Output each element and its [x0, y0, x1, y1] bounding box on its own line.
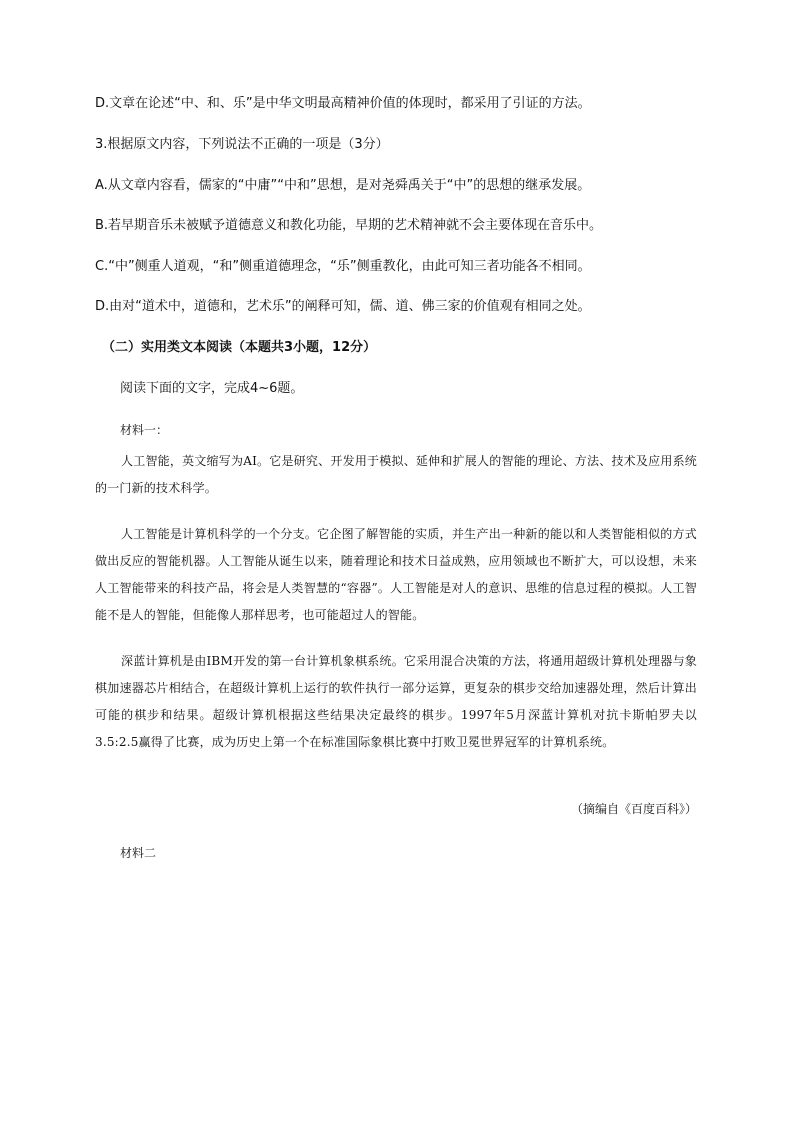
option-a: A.从文章内容看，儒家的“中庸”“中和”思想，是对尧舜禹关于“中”的思想的继承发展。: [95, 178, 591, 193]
question-3: 3.根据原文内容，下列说法不正确的一项是（3分）: [95, 137, 389, 152]
option-d: D.由对“道术中，道德和，艺术乐”的阐释可知，儒、道、佛三家的价值观有相同之处。: [95, 299, 591, 314]
instruction-text: 阅读下面的文字，完成4~6题。: [120, 381, 304, 396]
paragraph-deep-blue: 深蓝计算机是由IBM开发的第一台计算机象棋系统。它采用混合决策的方法，将通用超级计算机处理器与象棋加速器芯片相结合，在超级计算机上运行的软件执行一部分运算，更复杂的棋步交给加速器处理，然后计算出可能的棋步和结果。超级计算机根据这些结果决定最终的棋步。1997年5月深蓝计算机对抗卡斯帕罗夫以3.5:2.5赢得了比赛，成为历史上第一个在标准国际象棋比赛中打败卫冕世界冠军的计算机系统。: [95, 654, 697, 749]
option-b: B.若早期音乐未被赋予道德意义和教化功能，早期的艺术精神就不会主要体现在音乐中。: [95, 218, 603, 233]
paragraph-ai-definition: 人工智能，英文缩写为AI。它是研究、开发用于模拟、延伸和扩展人的智能的理论、方法、技术及应用系统的一门新的技术科学。: [95, 454, 697, 495]
option-c: C.“中”侧重人道观，“和”侧重道德理念，“乐”侧重教化，由此可知三者功能各不相同。: [95, 259, 591, 274]
section-heading: （二）实用类文本阅读（本题共3小题，12分）: [102, 340, 377, 355]
material-2-label: 材料二: [120, 846, 157, 860]
option-d-previous: D.文章在论述“中、和、乐”是中华文明最高精神价值的体现时，都采用了引证的方法。: [95, 96, 591, 111]
paragraph-ai-branch: 人工智能是计算机科学的一个分支。它企图了解智能的实质，并生产出一种新的能以和人类智能相似的方式做出反应的智能机器。人工智能从诞生以来，随着理论和技术日益成熟，应用领域也不断扩大，可以设想，未来人工智能带来的科技产品，将会是人类智慧的“容器”。人工智能是对人的意识、思维的信息过程的模拟。人工智能不是人的智能，但能像人那样思考，也可能超过人的智能。: [95, 527, 697, 622]
material-1-label: 材料一：: [120, 423, 169, 437]
source-citation: （摘编自《百度百科》）: [570, 802, 697, 816]
